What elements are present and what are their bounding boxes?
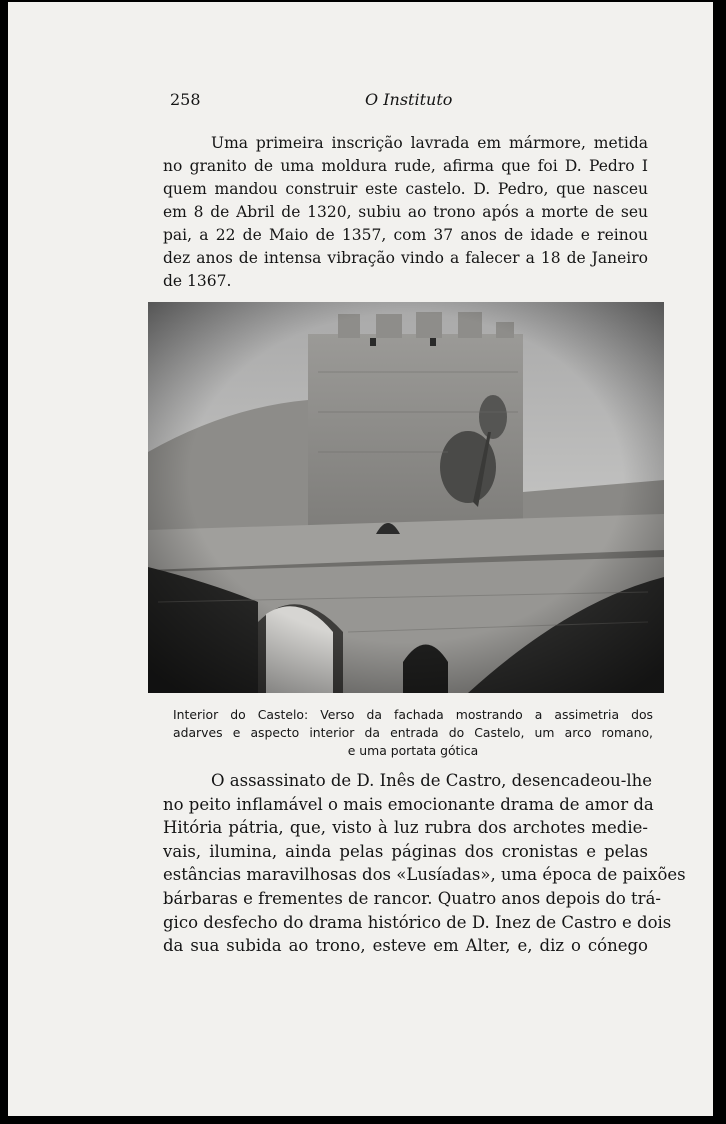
castle-photograph xyxy=(148,302,664,693)
text-line: pai, a 22 de Maio de 1357, com 37 anos de idade e reinou xyxy=(163,226,648,244)
castle-photo-illustration xyxy=(148,302,664,693)
paragraph-2 xyxy=(163,769,686,958)
text-line: dez anos de intensa vibração vindo a falecer a 18 de Janeiro xyxy=(163,249,648,267)
text-line: quem mandou construir este castelo. D. Pedro, que nasceu xyxy=(163,180,648,198)
caption-line: Interior do Castelo: Verso da fachada mostrando a assimetria dos xyxy=(173,707,653,722)
text-line: vais, ilumina, ainda pelas páginas dos cronistas e pelas xyxy=(163,841,648,861)
document-page xyxy=(8,2,713,1116)
text-line: Hitória pátria, que, visto à luz rubra dos archotes medie- xyxy=(163,818,648,838)
paragraph-1 xyxy=(163,132,648,293)
text-line: em 8 de Abril de 1320, subiu ao trono após a morte de seu xyxy=(163,203,648,221)
caption-line: adarves e aspecto interior da entrada do Castelo, um arco romano, xyxy=(173,725,653,740)
text-line: no peito inflamável o mais emocionante drama de amor da xyxy=(163,794,654,814)
text-line: gico desfecho do drama histórico de D. Inez de Castro e dois xyxy=(163,912,672,932)
text-line: bárbaras e frementes de rancor. Quatro anos depois do trá- xyxy=(163,888,661,908)
running-title: O Instituto xyxy=(365,90,453,109)
text-line: Uma primeira inscrição lavrada em mármore, metida xyxy=(211,134,648,152)
text-line: O assassinato de D. Inês de Castro, desencadeou-lhe xyxy=(211,771,653,790)
text-line: da sua subida ao trono, esteve em Alter, e, diz o cónego xyxy=(163,936,648,956)
text-line: estâncias maravilhosas dos «Lusíadas», uma época de paixões xyxy=(163,865,686,885)
figure-caption xyxy=(173,706,653,760)
page-number: 258 xyxy=(170,90,201,109)
text-line: no granito de uma moldura rude, afirma que foi D. Pedro I xyxy=(163,157,648,175)
text-line: de 1367. xyxy=(163,272,232,290)
caption-line: e uma portata gótica xyxy=(347,743,479,758)
